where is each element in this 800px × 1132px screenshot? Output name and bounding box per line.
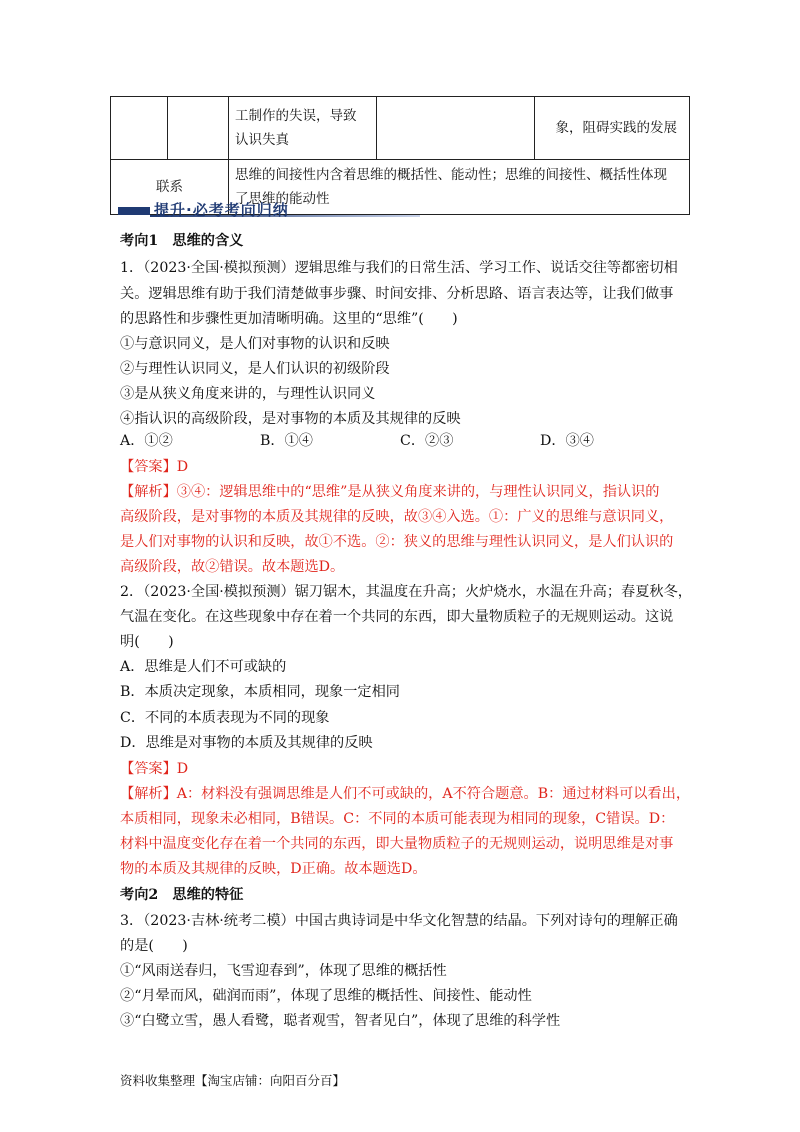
- question-line: 1．（2023·全国·模拟预测）逻辑思维与我们的日常生活、学习工作、说话交往等都密切相: [120, 260, 678, 276]
- question-line: 3．（2023·吉林·统考二模）中国古典诗词是中华文化智慧的结晶。下列对诗句的理解正确: [120, 913, 678, 929]
- page-footer: 资料收集整理【淘宝店铺：向阳百分百】: [120, 1073, 346, 1088]
- table-cell: [111, 97, 168, 160]
- analysis-line: 材料中温度变化存在着一个共同的东西，即大量物质粒子的无规则运动，说明思维是对事: [120, 836, 674, 852]
- option-line: C．不同的本质表现为不同的现象: [120, 710, 330, 726]
- statement-line: ④指认识的高级阶段，是对事物的本质及其规律的反映: [120, 411, 461, 427]
- cell-text: 认识失真: [235, 132, 289, 148]
- statement-line: ①与意识同义，是人们对事物的认识和反映: [120, 336, 390, 352]
- statement-line: ②“月晕而风，础润而雨”，体现了思维的概括性、间接性、能动性: [120, 988, 532, 1004]
- question-line: 的是( ): [120, 938, 188, 954]
- option-c: C．②③: [400, 433, 454, 449]
- table-cell: [168, 97, 229, 160]
- analysis-line: 本质相同，现象未必相同，B错误。C：不同的本质可能表现为相同的现象，C错误。D：: [120, 811, 675, 827]
- analysis-line: 【解析】③④：逻辑思维中的“思维”是从狭义角度来讲的，与理性认识同义，指认识的: [120, 484, 660, 500]
- option-a: A．①②: [120, 433, 173, 449]
- analysis-line: 物的本质及其规律的反映，D正确。故本题选D。: [120, 861, 427, 877]
- answer-line: 【答案】D: [120, 761, 189, 777]
- row-label: 联系: [156, 179, 183, 195]
- section-heading: 考向2 思维的特征: [120, 887, 244, 903]
- option-line: B．本质决定现象，本质相同，现象一定相同: [120, 684, 400, 700]
- analysis-line: 【解析】A：材料没有强调思维是人们不可或缺的，A不符合题意。B：通过材料可以看出，: [120, 786, 691, 802]
- cell-text: 工制作的失误，导致: [235, 108, 357, 124]
- answer-line: 【答案】D: [120, 459, 189, 475]
- banner-bar: [118, 207, 150, 215]
- comparison-table: [110, 96, 690, 215]
- table-row: [111, 97, 690, 160]
- banner-title: 提升·必考考向归纳: [154, 201, 289, 219]
- question-line: 气温在变化。在这些现象中存在着一个共同的东西，即大量物质粒子的无规则运动。这说: [120, 609, 674, 625]
- analysis-line: 是人们对事物的认识和反映，故①不选。②：狭义的思维与理性认识同义，是人们认识的: [120, 534, 674, 550]
- statement-line: ②与理性认识同义，是人们认识的初级阶段: [120, 361, 390, 377]
- analysis-line: 高级阶段，故②错误。故本题选D。: [120, 559, 345, 575]
- option-line: A．思维是人们不可或缺的: [120, 659, 287, 675]
- table-cell: [229, 97, 377, 160]
- section-banner: [118, 199, 418, 219]
- analysis-line: 高级阶段，是对事物的本质及其规律的反映，故③④入选。①：广义的思维与意识同义，: [120, 509, 674, 525]
- statement-line: ①“风雨送春归，飞雪迎春到”，体现了思维的概括性: [120, 963, 447, 979]
- question-line: 的思路性和步骤性更加清晰明确。这里的“思维”( ): [120, 311, 458, 327]
- question-line: 关。逻辑思维有助于我们清楚做事步骤、时间安排、分析思路、语言表达等，让我们做事: [120, 286, 674, 302]
- question-line: 明( ): [120, 634, 174, 650]
- cell-text: 象，阻碍实践的发展: [555, 120, 677, 136]
- option-d: D．③④: [540, 433, 594, 449]
- statement-line: ③是从狭义角度来讲的，与理性认识同义: [120, 386, 376, 402]
- statement-line: ③“白鹭立雪，愚人看鹭，聪者观雪，智者见白”，体现了思维的科学性: [120, 1013, 561, 1029]
- option-b: B．①④: [260, 433, 313, 449]
- option-line: D．思维是对事物的本质及其规律的反映: [120, 735, 373, 751]
- section-heading: 考向1 思维的含义: [120, 233, 244, 249]
- question-line: 2．（2023·全国·模拟预测）锯刀锯木，其温度在升高；火炉烧水，水温在升高；春夏秋冬，: [120, 584, 692, 600]
- cell-text: 了思维的能动性: [235, 191, 330, 207]
- table-cell: [377, 97, 535, 160]
- cell-text: 思维的间接性内含着思维的概括性、能动性；思维的间接性、概括性体现: [235, 167, 667, 183]
- table-cell: [535, 97, 690, 160]
